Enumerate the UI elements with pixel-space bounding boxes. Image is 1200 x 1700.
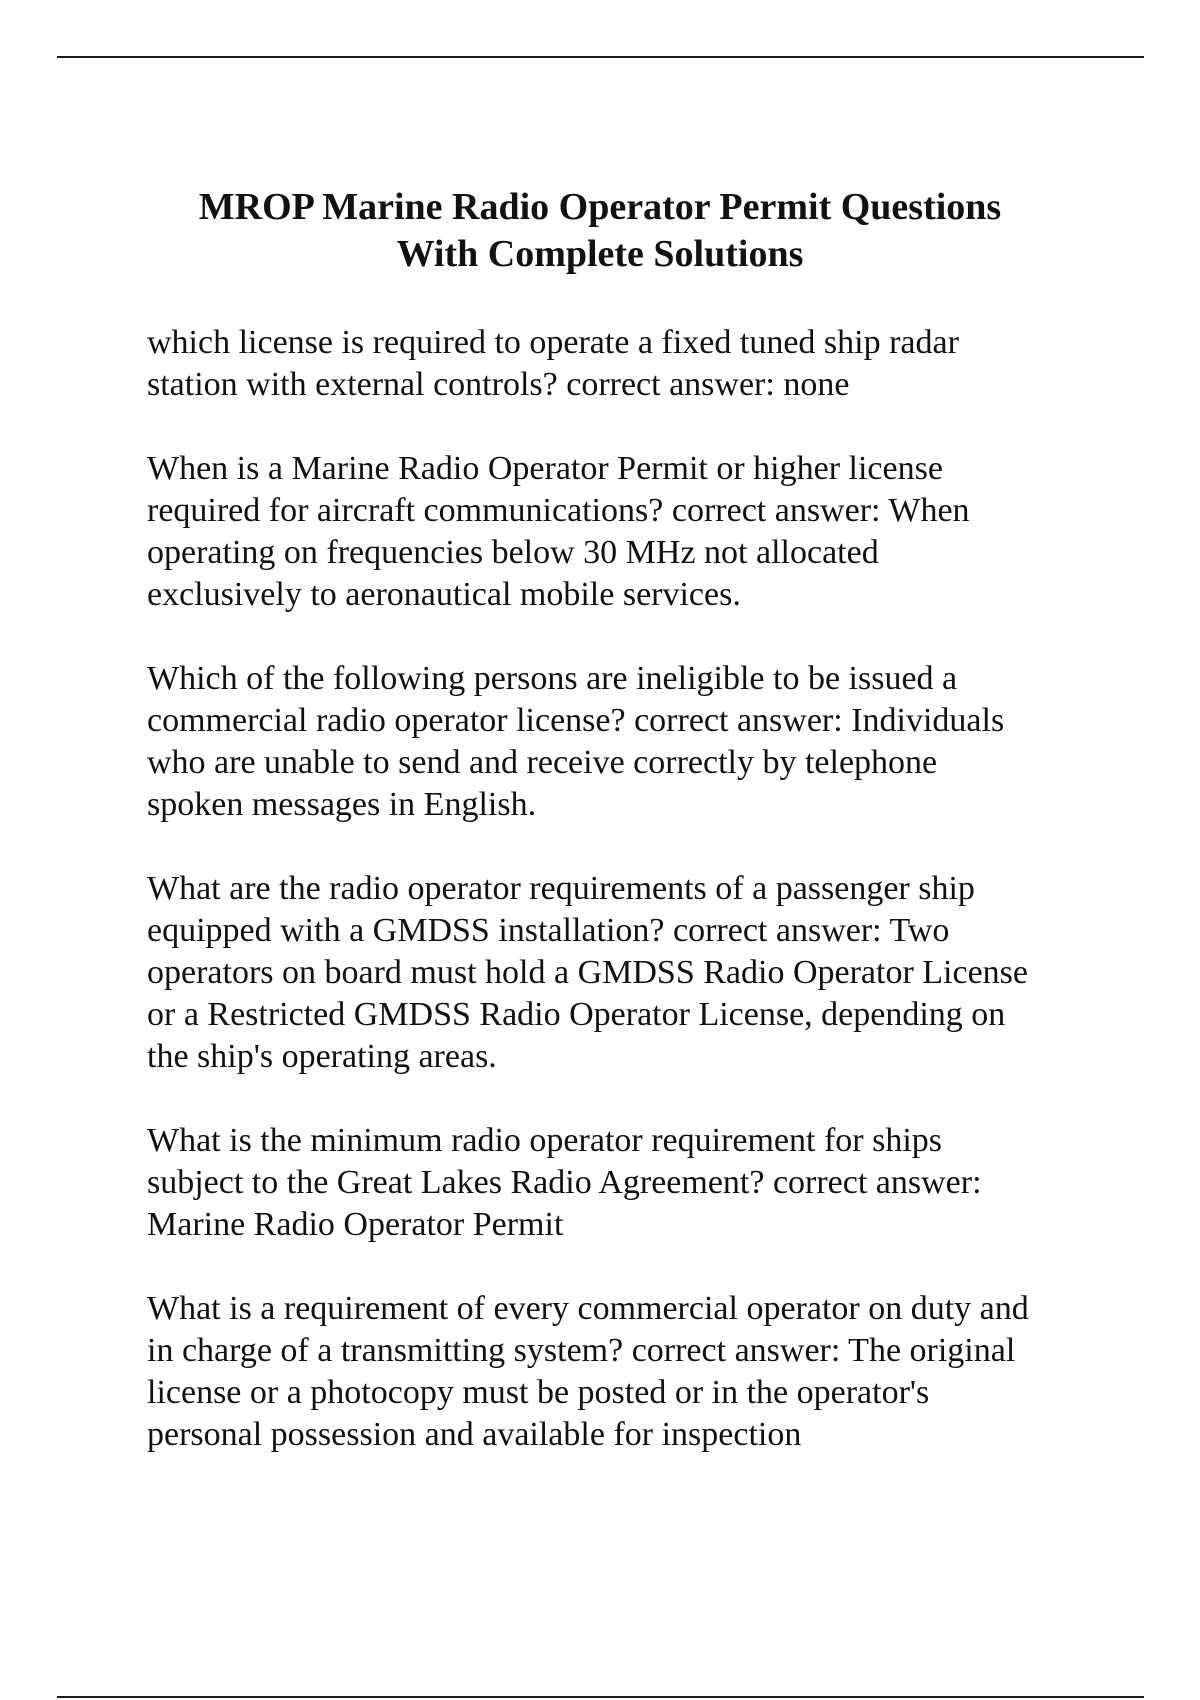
text-line: exclusively to aeronautical mobile services. [147, 576, 741, 613]
text-line: Marine Radio Operator Permit [147, 1206, 564, 1243]
text-line: or a Restricted GMDSS Radio Operator License, depending on [147, 996, 1006, 1033]
top-divider [57, 56, 1144, 58]
text-line: station with external controls? correct answer: none [147, 366, 850, 403]
page-title [100, 184, 1100, 278]
text-line: in charge of a transmitting system? correct answer: The original [147, 1332, 1016, 1369]
title-line: MROP Marine Radio Operator Permit Questions [198, 186, 1002, 228]
text-line: equipped with a GMDSS installation? correct answer: Two [147, 912, 950, 949]
text-line: subject to the Great Lakes Radio Agreement? correct answer: [147, 1164, 982, 1201]
qa-list [147, 322, 1107, 1498]
text-line: commercial radio operator license? correct answer: Individuals [147, 702, 1005, 739]
text-line: operators on board must hold a GMDSS Radio Operator License [147, 954, 1028, 991]
text-line: What are the radio operator requirements of a passenger ship [147, 870, 975, 907]
text-line: the ship's operating areas. [147, 1038, 497, 1075]
qa-item [147, 448, 1107, 616]
text-line: required for aircraft communications? correct answer: When [147, 492, 970, 529]
text-line: personal possession and available for inspection [147, 1416, 802, 1453]
bottom-divider [57, 1696, 1144, 1698]
text-line: which license is required to operate a fixed tuned ship radar [147, 324, 959, 361]
text-line: operating on frequencies below 30 MHz not allocated [147, 534, 879, 571]
text-line: license or a photocopy must be posted or in the operator's [147, 1374, 930, 1411]
text-line: Which of the following persons are ineligible to be issued a [147, 660, 958, 697]
text-line: What is a requirement of every commercial operator on duty and [147, 1290, 1029, 1327]
text-line: What is the minimum radio operator requirement for ships [147, 1122, 943, 1159]
title-line: With Complete Solutions [396, 233, 804, 275]
qa-item [147, 658, 1107, 826]
text-line: who are unable to send and receive correctly by telephone [147, 744, 938, 781]
text-line: When is a Marine Radio Operator Permit or higher license [147, 450, 943, 487]
text-line: spoken messages in English. [147, 786, 537, 823]
qa-item [147, 1120, 1107, 1246]
qa-item [147, 322, 1107, 406]
qa-item [147, 1288, 1107, 1456]
qa-item [147, 868, 1107, 1078]
